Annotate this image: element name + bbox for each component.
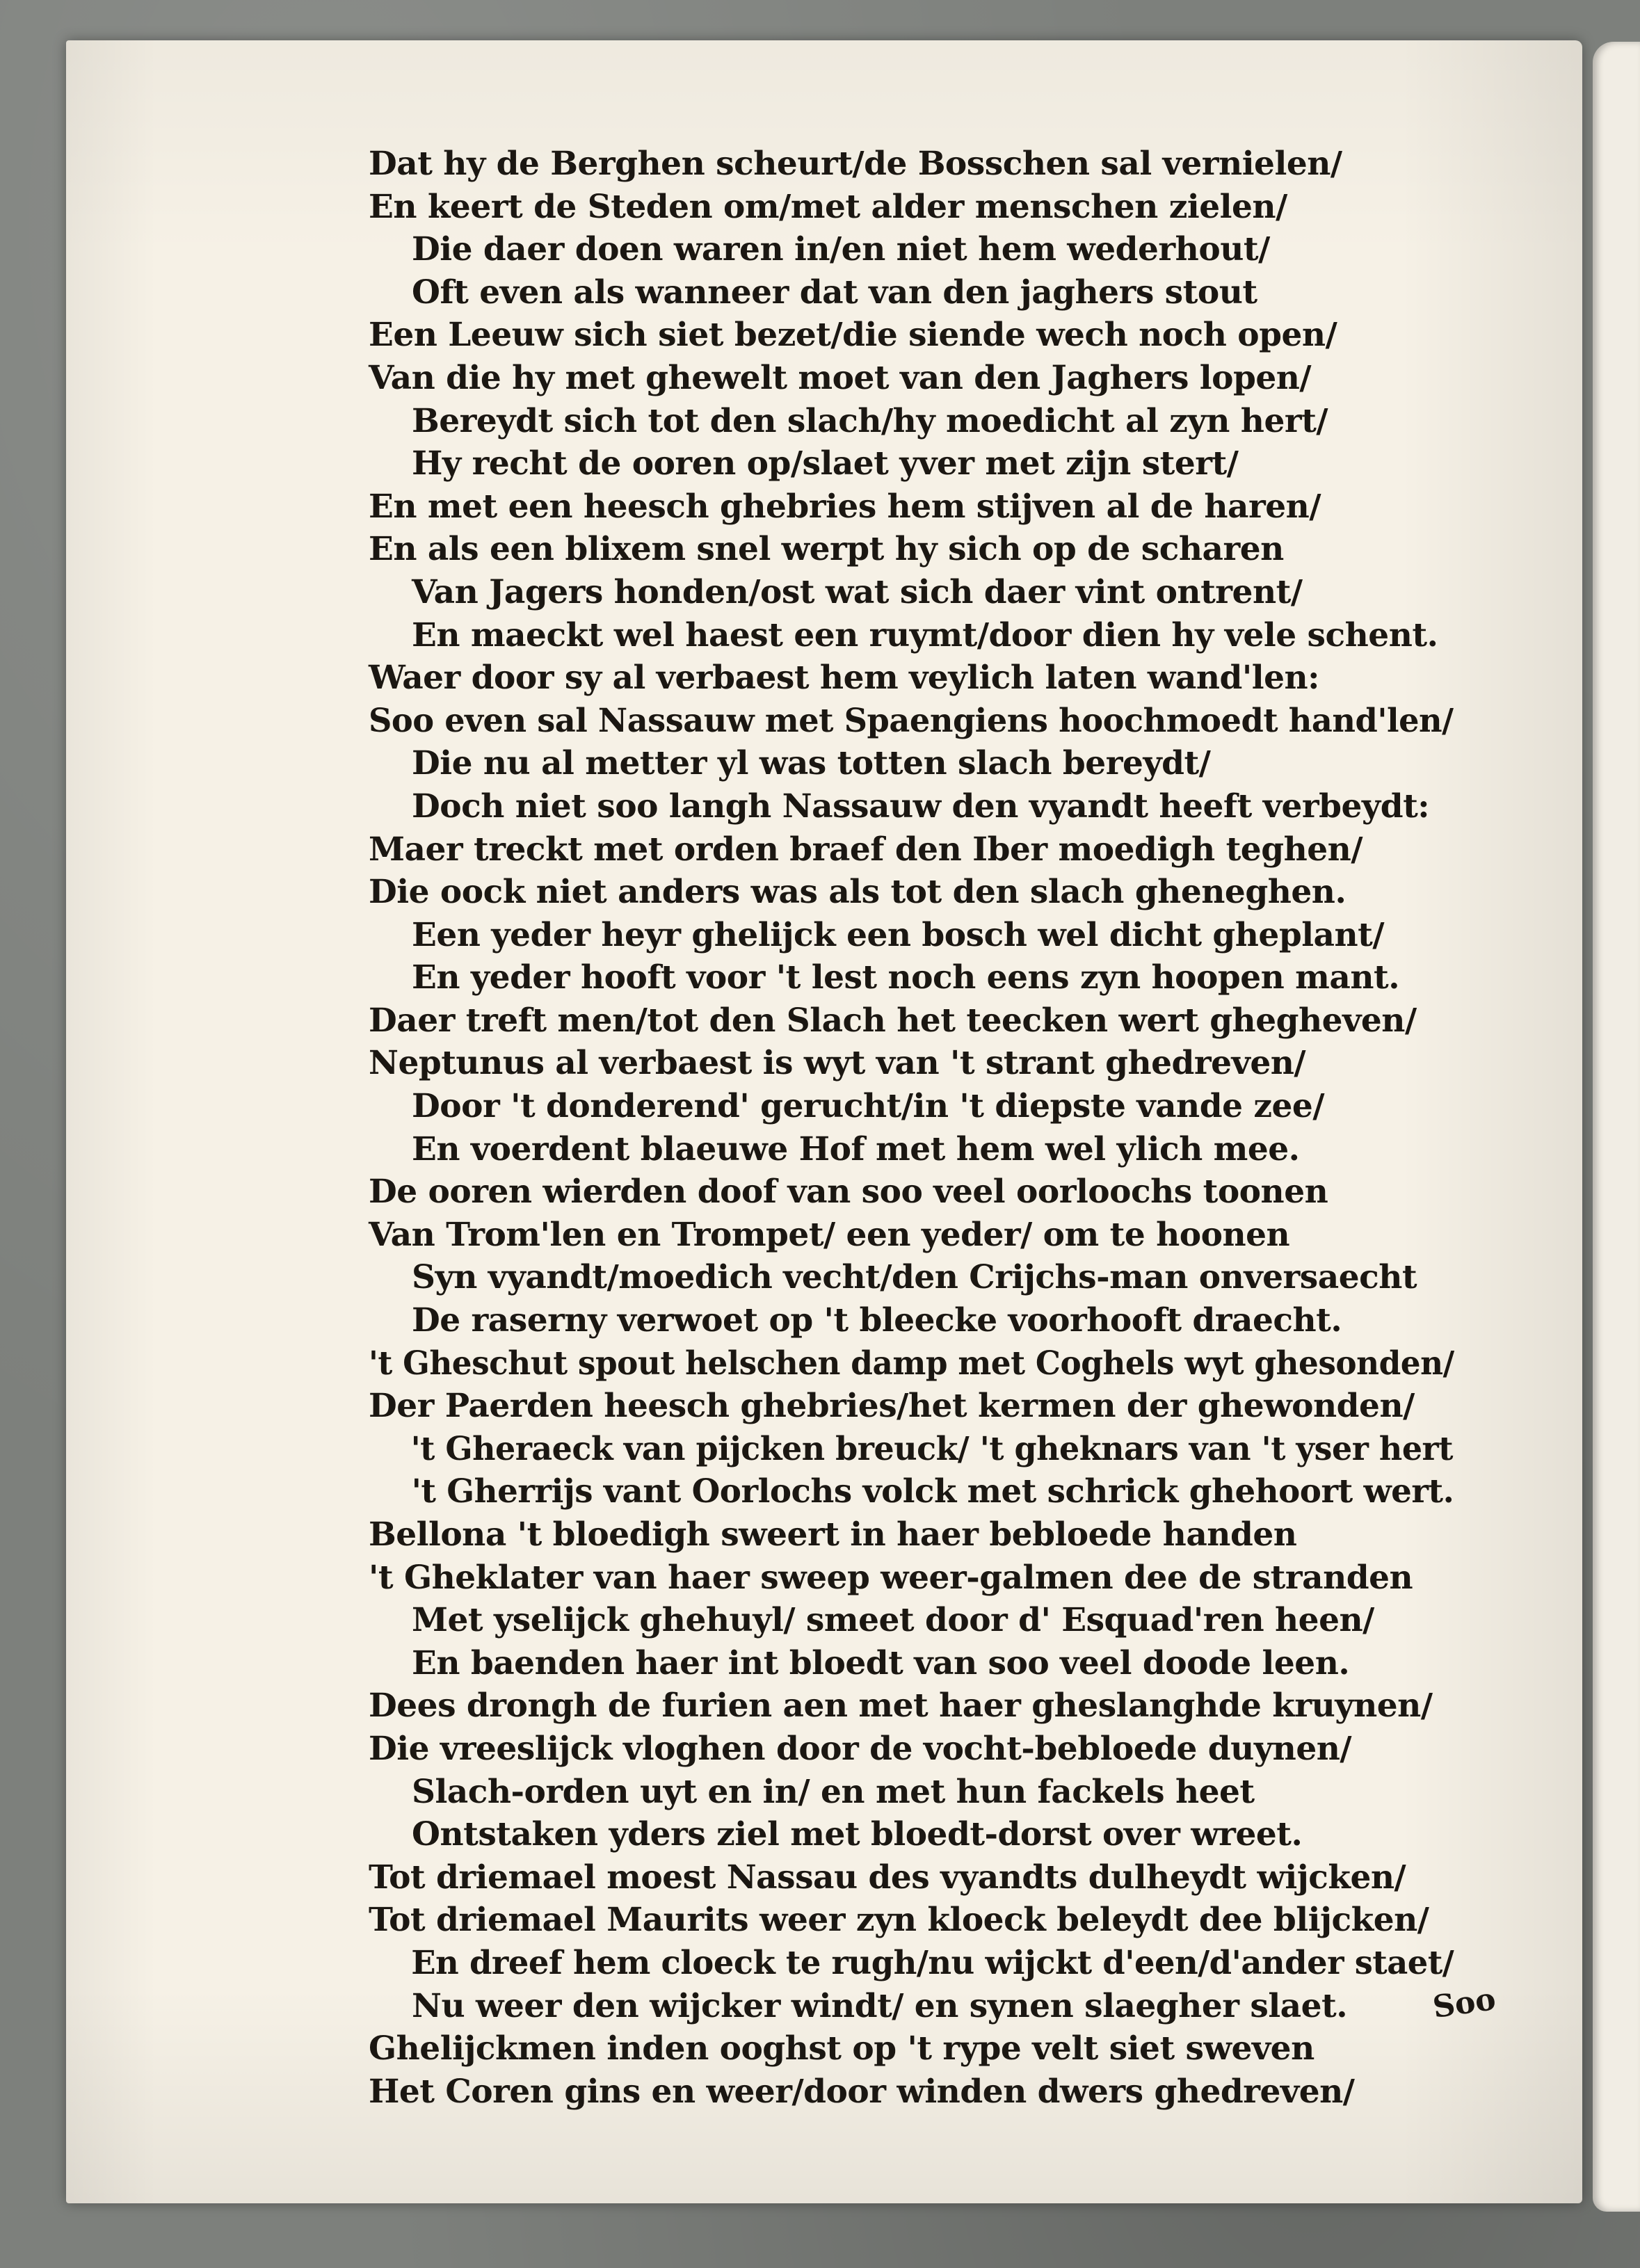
verse-line: En voerdent blaeuwe Hof met hem wel ylich mee. <box>412 1129 1300 1168</box>
verse-line: Syn vyandt/moedich vecht/den Crijchs-man onversaecht <box>412 1258 1417 1297</box>
verse-line: Die nu al metter yl was totten slach bereydt/ <box>412 744 1211 783</box>
verse-line: Een yeder heyr ghelijck een bosch wel dicht gheplant/ <box>412 915 1385 954</box>
verse-line: Het Coren gins en weer/door winden dwers ghedreven/ <box>369 2072 1355 2111</box>
verse-line: Oft even als wanneer dat van den jaghers stout <box>412 273 1257 312</box>
verse-line: De raserny verwoet op 't bleecke voorhooft draecht. <box>412 1301 1342 1340</box>
verse-line: 't Gheschut spout helschen damp met Coghels wyt ghesonden/ <box>369 1344 1454 1383</box>
verse-line: Tot driemael Maurits weer zyn kloeck beleydt dee blijcken/ <box>369 1901 1429 1940</box>
verse-line: Bereydt sich tot den slach/hy moedicht al zyn hert/ <box>412 401 1328 440</box>
verse-line: 't Gheraeck van pijcken breuck/ 't gheknars van 't yser hert <box>410 1429 1453 1468</box>
verse-line: Die vreeslijck vloghen door de vocht-bebloede duynen/ <box>369 1729 1352 1768</box>
verse-line: Ontstaken yders ziel met bloedt-dorst over wreet. <box>412 1815 1303 1854</box>
verse-line: Met yselijck ghehuyl/ smeet door d' Esquad'ren heen/ <box>412 1601 1374 1640</box>
verse-line: Dat hy de Berghen scheurt/de Bosschen sal vernielen/ <box>369 145 1342 183</box>
verse-line: En maeckt wel haest een ruymt/door dien hy vele schent. <box>412 616 1438 654</box>
verse-line: Die oock niet anders was als tot den slach gheneghen. <box>369 873 1346 912</box>
verse-line: Soo even sal Nassauw met Spaengiens hoochmoedt hand'len/ <box>369 701 1454 740</box>
verse-line: Der Paerden heesch ghebries/het kermen der ghewonden/ <box>369 1387 1415 1426</box>
verse-line: Neptunus al verbaest is wyt van 't strant ghedreven/ <box>369 1044 1306 1083</box>
verse-line: Hy recht de ooren op/slaet yver met zijn stert/ <box>412 444 1239 483</box>
verse-line: Slach-orden uyt en in/ en met hun fackels heet <box>412 1772 1255 1811</box>
verse-line: Maer treckt met orden braef den Iber moedigh teghen/ <box>369 830 1362 869</box>
verse-line: En yeder hooft voor 't lest noch eens zyn hoopen mant. <box>412 958 1400 997</box>
verse-line: Bellona 't bloedigh sweert in haer bebloede handen <box>369 1515 1297 1554</box>
next-page-edge <box>1593 42 1640 2212</box>
verse-line: Waer door sy al verbaest hem veylich laten wand'len: <box>369 659 1320 698</box>
verse-line: En met een heesch ghebries hem stijven al de haren/ <box>369 487 1321 526</box>
poem-text <box>369 143 1454 2113</box>
verse-line: Van die hy met ghewelt moet van den Jaghers lopen/ <box>369 358 1312 397</box>
verse-line: De ooren wierden doof van soo veel oorloochs toonen <box>369 1173 1328 1212</box>
catchword: Soo <box>1430 1981 1498 2026</box>
verse-line: Nu weer den wijcker windt/ en synen slaegher slaet. <box>412 1986 1348 2025</box>
verse-line: Die daer doen waren in/en niet hem wederhout/ <box>412 230 1270 269</box>
verse-line: Van Trom'len en Trompet/ een yeder/ om te hoonen <box>369 1215 1290 1254</box>
verse-line: Ghelijckmen inden ooghst op 't rype velt siet sweven <box>369 2029 1315 2068</box>
verse-line: Van Jagers honden/ost wat sich daer vint ontrent/ <box>412 572 1303 611</box>
verse-line: 't Gheklater van haer sweep weer-galmen dee de stranden <box>369 1558 1413 1597</box>
verse-line: En keert de Steden om/met alder menschen zielen/ <box>369 187 1287 226</box>
verse-line: Door 't donderend' gerucht/in 't diepste vande zee/ <box>412 1087 1325 1126</box>
verse-line: Dees drongh de furien aen met haer gheslanghde kruynen/ <box>369 1687 1433 1726</box>
verse-line: En als een blixem snel werpt hy sich op de scharen <box>369 530 1284 569</box>
verse-line: En baenden haer int bloedt van soo veel doode leen. <box>412 1643 1350 1682</box>
verse-line: Een Leeuw sich siet bezet/die siende wech noch open/ <box>369 316 1337 355</box>
verse-line: En dreef hem cloeck te rugh/nu wijckt d'een/d'ander staet/ <box>411 1943 1454 1982</box>
verse-line: Daer treft men/tot den Slach het teecken wert ghegheven/ <box>369 1001 1417 1040</box>
verse-line: Doch niet soo langh Nassauw den vyandt heeft verbeydt: <box>412 787 1430 826</box>
verse-line: Tot driemael moest Nassau des vyandts dulheydt wijcken/ <box>369 1858 1406 1897</box>
verse-line: 't Gherrijs vant Oorlochs volck met schrick ghehoort wert. <box>411 1472 1454 1511</box>
